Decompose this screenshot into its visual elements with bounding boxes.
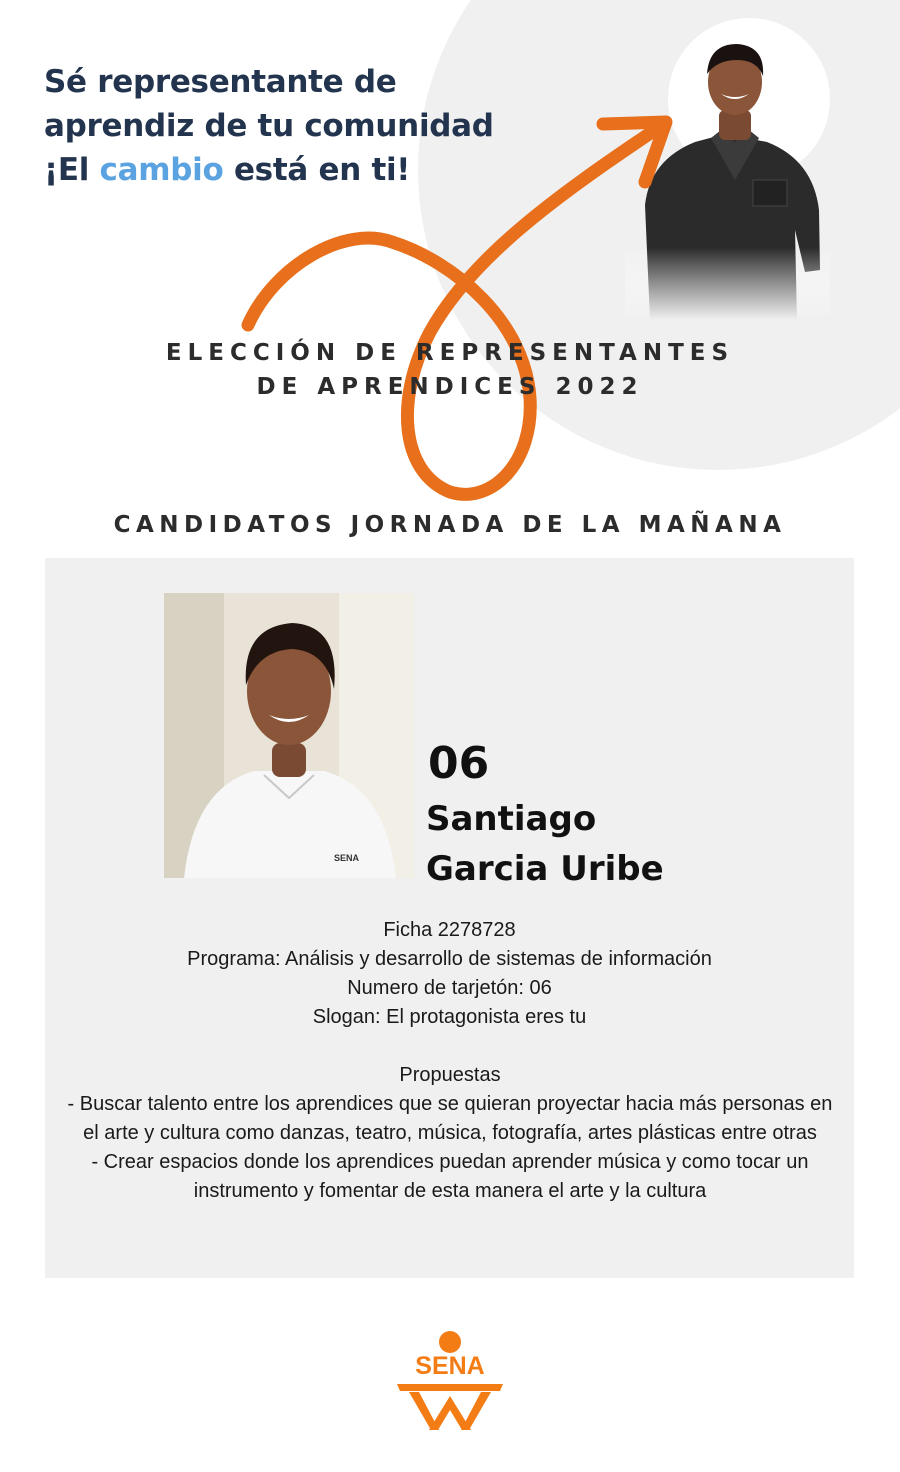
candidate-programa: Programa: Análisis y desarrollo de sistemas de información xyxy=(187,948,712,970)
headline-accent: cambio xyxy=(99,152,224,188)
candidate-number: 06 xyxy=(428,738,490,789)
candidate-photo xyxy=(164,593,414,878)
candidate-first-name: Santiago xyxy=(426,799,597,839)
headline-prefix: ¡El xyxy=(44,152,100,188)
proposals xyxy=(60,1061,840,1206)
candidate-slogan: Slogan: El protagonista eres tu xyxy=(312,1006,587,1028)
candidate-name xyxy=(426,794,766,894)
candidate-last-name: Garcia Uribe xyxy=(426,849,664,889)
election-title xyxy=(0,336,900,404)
proposal-item-2: - Crear espacios donde los aprendices puedan aprender música y como tocar un instrumento y fomentar de esta manera el arte y la cultura xyxy=(91,1151,809,1202)
sena-logo-icon xyxy=(393,1330,507,1434)
sena-logo-text: SENA xyxy=(415,1352,485,1380)
candidate-info xyxy=(45,916,854,1032)
election-title-line-2: DE APRENDICES 2022 xyxy=(256,374,644,400)
candidates-shift-title: CANDIDATOS JORNADA DE LA MAÑANA xyxy=(113,512,787,538)
proposal-item-1: - Buscar talento entre los aprendices que se quieran proyectar hacia más personas en el arte y cultura como danzas, teatro, música, fotografía, artes plásticas entre otras xyxy=(67,1093,833,1144)
election-title-line-1: ELECCIÓN DE REPRESENTANTES xyxy=(165,340,735,366)
headline-suffix: está en ti! xyxy=(223,152,411,188)
candidate-tarjeton: Numero de tarjetón: 06 xyxy=(347,977,552,999)
candidate-portrait xyxy=(164,593,414,878)
headline-line-1: Sé representante de xyxy=(44,64,397,100)
headline-line-2: aprendiz de tu comunidad xyxy=(44,108,494,144)
svg-text:SENA: SENA xyxy=(334,853,360,863)
orange-swirl-arrow xyxy=(0,0,900,560)
proposals-heading: Propuestas xyxy=(399,1064,501,1086)
candidate-ficha: Ficha 2278728 xyxy=(383,919,516,941)
